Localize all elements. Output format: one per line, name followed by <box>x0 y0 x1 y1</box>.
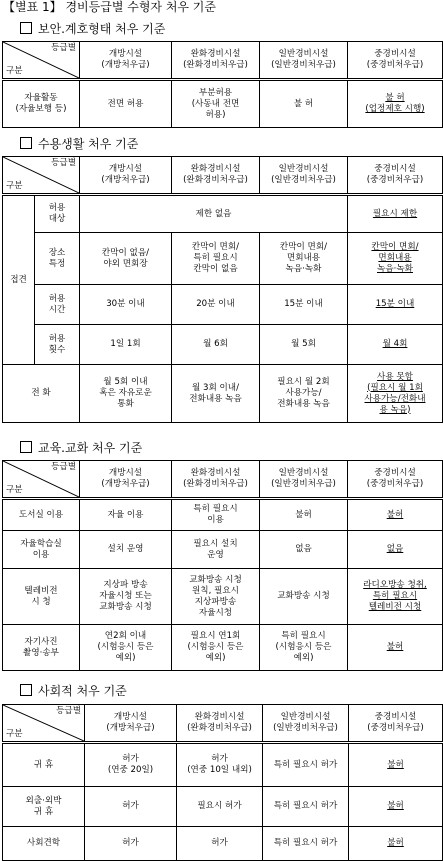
header-grade-label: 등급별 <box>51 462 76 472</box>
table-row <box>3 285 443 325</box>
header-open: 개방시설 (개방처우급) <box>80 157 172 195</box>
table-cell: 허가 (연중 20일) <box>85 743 177 787</box>
checkbox-icon <box>20 684 32 696</box>
table-cell: 허가 <box>85 787 177 827</box>
header-general: 일반경비시설 (일반경비처우급) <box>263 705 349 743</box>
header-category-label: 구분 <box>6 66 23 76</box>
table-cell: 월 4회 <box>348 325 443 365</box>
header-general: 일반경비시설 (일반경비처우급) <box>260 157 348 195</box>
table-cell: 15분 이내 <box>260 285 348 325</box>
section-title: 수용생활 처우 기준 <box>38 137 139 151</box>
header-open: 개방시설 (개방처우급) <box>80 42 172 80</box>
table-cell: 특히 필요시 허가 <box>263 787 349 827</box>
table-cell: 제한 없음 <box>80 195 348 233</box>
table-row <box>3 625 443 671</box>
table-cell: 불허 <box>348 499 443 531</box>
table-row <box>3 325 443 365</box>
header-grade-label: 등급별 <box>51 158 76 168</box>
table-cell: 특히 필요시 허가 <box>263 743 349 787</box>
table-cell: 연2회 이내 (시험응시 등은 예외) <box>80 625 172 671</box>
row-label: 자율활동 (자율보행 등) <box>3 80 80 128</box>
table-cell: 필요시 제한 <box>348 195 443 233</box>
header-maximum: 중경비시설 (중경비처우급) <box>349 705 443 743</box>
sub-label: 허용 시간 <box>35 285 80 325</box>
header-category-label: 구분 <box>6 485 23 495</box>
row-label: 자율학습실 이용 <box>3 531 80 569</box>
section-heading-social <box>20 684 127 698</box>
table-cell: 월 5회 <box>260 325 348 365</box>
header-general: 일반경비시설 (일반경비처우급) <box>260 461 348 499</box>
table-cell: 허가 <box>85 827 177 861</box>
table-cell: 20분 이내 <box>172 285 260 325</box>
header-grade-label: 등급별 <box>51 43 76 53</box>
table-row <box>3 827 443 861</box>
table-header-row <box>3 705 443 743</box>
table-cell: 필요시 허가 <box>177 787 263 827</box>
table-cell: 교화방송 시청 <box>260 569 348 625</box>
table-cell: 칸막이 면회/ 면회내용 녹음·녹화 <box>348 233 443 285</box>
table-row <box>3 743 443 787</box>
sub-label: 허용 횟수 <box>35 325 80 365</box>
table-header-row <box>3 157 443 195</box>
table-cell: 불허 <box>349 743 443 787</box>
table-header-row <box>3 42 443 80</box>
table-cell: 특히 필요시 허가 <box>263 827 349 861</box>
header-maximum: 중경비시설 (중경비처우급) <box>348 42 443 80</box>
table-cell: 자율 이용 <box>80 499 172 531</box>
header-open: 개방시설 (개방처우급) <box>80 461 172 499</box>
table-cell: 특히 필요시 이용 <box>172 499 260 531</box>
education-table <box>2 460 443 671</box>
table-row <box>3 787 443 827</box>
table-cell: 필요시 설치 운영 <box>172 531 260 569</box>
header-open: 개방시설 (개방처우급) <box>85 705 177 743</box>
table-cell: 부분허용 (사동내 전면 허용) <box>172 80 260 128</box>
header-maximum: 중경비시설 (중경비처우급) <box>348 157 443 195</box>
section-heading-living <box>20 137 138 151</box>
checkbox-icon <box>20 441 32 453</box>
header-grade-label: 등급별 <box>56 706 81 716</box>
table-row <box>3 233 443 285</box>
table-row <box>3 499 443 531</box>
row-label: 자기사진 촬영·송부 <box>3 625 80 671</box>
table-cell: 30분 이내 <box>80 285 172 325</box>
diagonal-header-cell <box>3 461 80 499</box>
table-cell: 불허 <box>349 787 443 827</box>
table-cell: 필요시 월 2회 사용가능/ 전화내용 녹음 <box>260 365 348 423</box>
diagonal-header-cell <box>3 705 85 743</box>
row-label: 텔레비전 시 청 <box>3 569 80 625</box>
table-row <box>3 365 443 423</box>
social-table <box>2 704 443 861</box>
header-relaxed: 완화경비시설 (완화경비처우급) <box>172 461 260 499</box>
table-cell: 불 허 <box>260 80 348 128</box>
group-label-visit: 접견 <box>3 195 35 365</box>
table-cell: 교화방송 시청 원칙, 필요시 지상파방송 자율시청 <box>172 569 260 625</box>
table-cell: 월 6회 <box>172 325 260 365</box>
table-cell: 전면 허용 <box>80 80 172 128</box>
table-cell: 특히 필요시 (시험응시 등은 예외) <box>260 625 348 671</box>
table-cell: 불허 <box>348 625 443 671</box>
diagonal-header-cell <box>3 42 80 80</box>
sub-label: 허용 대상 <box>35 195 80 233</box>
section-title: 보안.계호형태 처우 기준 <box>38 22 166 36</box>
table-cell: 15분 이내 <box>348 285 443 325</box>
checkbox-icon <box>20 137 32 149</box>
table-cell: 1일 1회 <box>80 325 172 365</box>
table-cell: 라디오방송 청취, 특히 필요시 텔레비전 시청 <box>348 569 443 625</box>
header-relaxed: 완화경비시설 (완화경비처우급) <box>172 42 260 80</box>
table-row <box>3 195 443 233</box>
row-label: 귀 휴 <box>3 743 85 787</box>
table-cell: 월 5회 이내 혹은 자유로운 통화 <box>80 365 172 423</box>
header-category-label: 구분 <box>6 181 23 191</box>
section-heading-security <box>20 22 165 36</box>
header-relaxed: 완화경비시설 (완화경비처우급) <box>172 157 260 195</box>
row-label: 사회견학 <box>3 827 85 861</box>
table-cell: 없음 <box>348 531 443 569</box>
diagonal-header-cell <box>3 157 80 195</box>
checkbox-icon <box>20 22 32 34</box>
security-table <box>2 41 443 128</box>
section-heading-education <box>20 441 142 455</box>
table-row <box>3 531 443 569</box>
table-cell: 허가 (연중 10일 내외) <box>177 743 263 787</box>
row-label: 도서실 이용 <box>3 499 80 531</box>
table-cell: 월 3회 이내/ 전화내용 녹음 <box>172 365 260 423</box>
table-cell: 지상파 방송 자율시청 또는 교화방송 시청 <box>80 569 172 625</box>
table-cell: 없음 <box>260 531 348 569</box>
table-cell: 칸막이 면회/ 특히 필요시 칸막이 없음 <box>172 233 260 285</box>
header-category-label: 구분 <box>6 729 23 739</box>
section-title: 사회적 처우 기준 <box>38 684 127 698</box>
row-label: 외출·외박 귀 휴 <box>3 787 85 827</box>
table-cell: 불허 <box>260 499 348 531</box>
table-cell: 허가 <box>177 827 263 861</box>
header-maximum: 중경비시설 (중경비처우급) <box>348 461 443 499</box>
page-title: 【별표 1】 경비등급별 수형자 처우 기준 <box>3 0 216 14</box>
row-label: 전 화 <box>3 365 80 423</box>
living-table <box>2 156 443 423</box>
section-title: 교육.교화 처우 기준 <box>38 441 143 455</box>
table-cell: 칸막이 면회/ 면회내용 녹음·녹화 <box>260 233 348 285</box>
sub-label: 장소 특정 <box>35 233 80 285</box>
table-row <box>3 569 443 625</box>
table-cell: 사용 못함 (필요시 월 1회 사용가능/전화내 용 녹음) <box>348 365 443 423</box>
table-cell: 필요시 연1회 (시험응시 등은 예외) <box>172 625 260 671</box>
table-row <box>3 80 443 128</box>
table-cell: 불허 <box>349 827 443 861</box>
table-cell: 불 허 (업정제호 시행) <box>348 80 443 128</box>
header-general: 일반경비시설 (일반경비처우급) <box>260 42 348 80</box>
header-relaxed: 완화경비시설 (완화경비처우급) <box>177 705 263 743</box>
table-cell: 설치 운영 <box>80 531 172 569</box>
table-cell: 칸막이 없음/ 야외 면회장 <box>80 233 172 285</box>
table-header-row <box>3 461 443 499</box>
